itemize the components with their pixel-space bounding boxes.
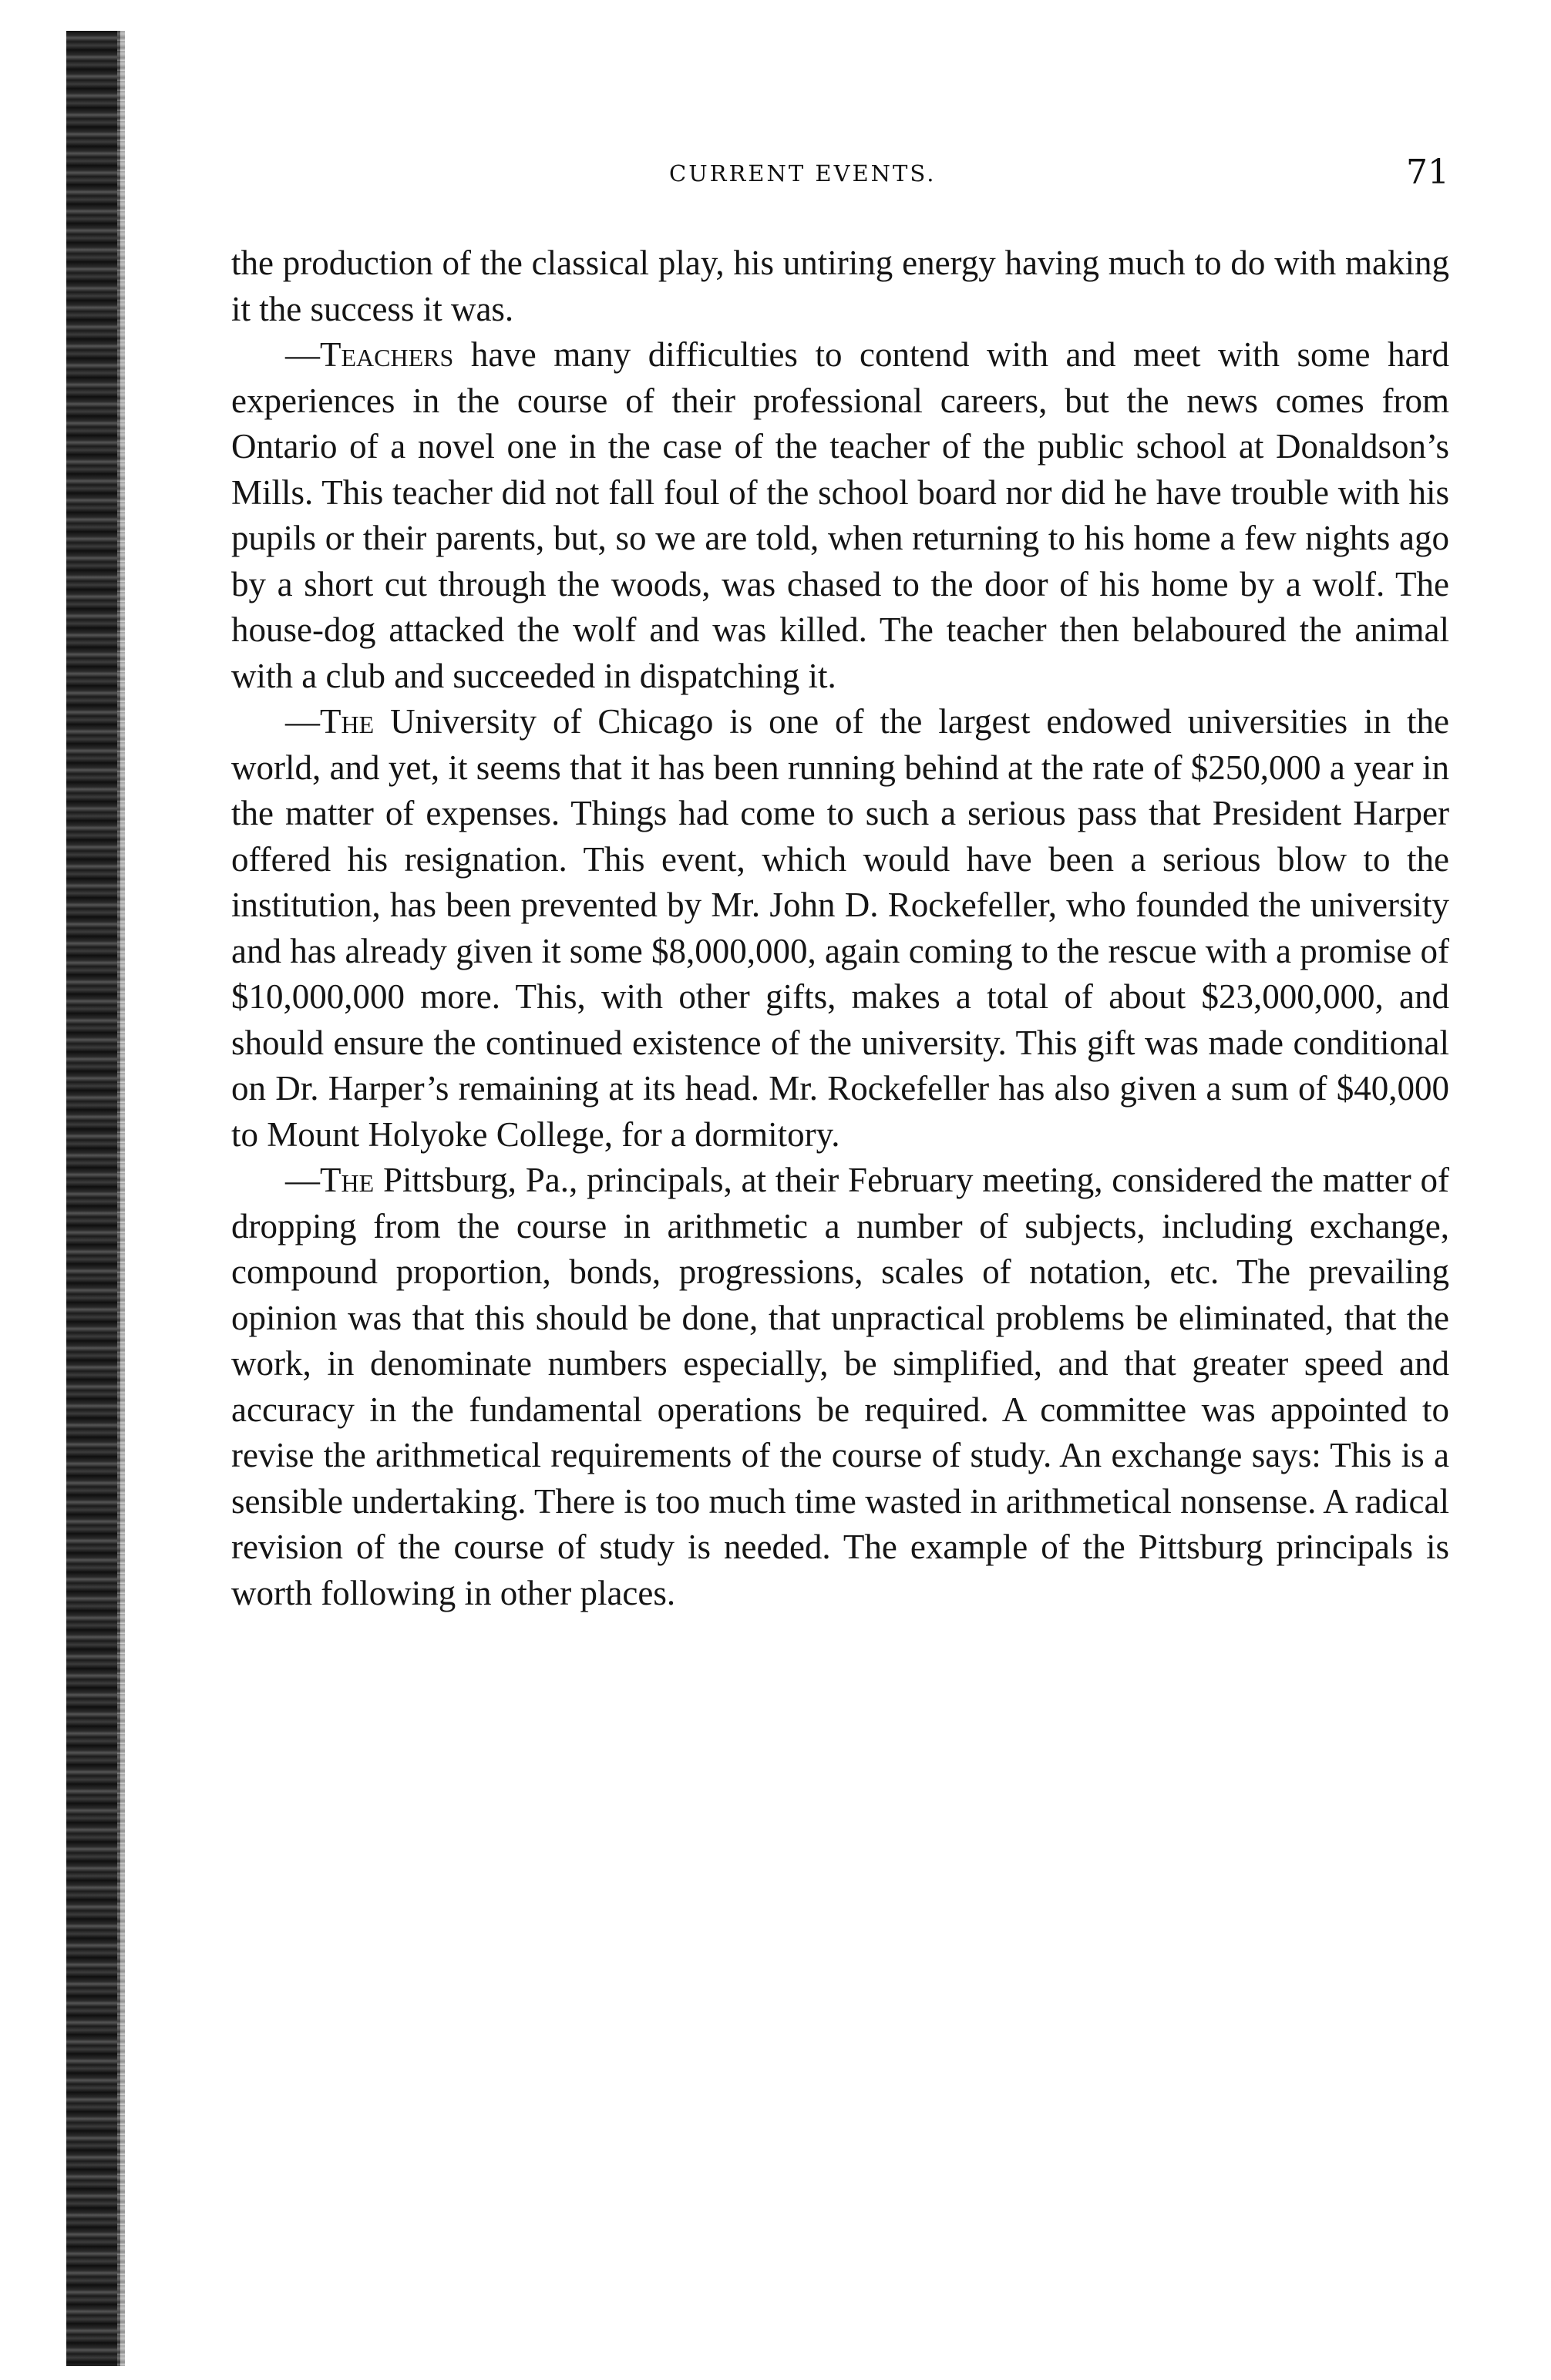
paragraph-lead: —The xyxy=(285,1161,375,1199)
paragraph-pittsburg xyxy=(231,1158,1449,1616)
paragraph-text: have many difficulties to contend with and meet with some hard experiences in the course of their professional careers, but the news comes from Ontario of a novel one in the case of the teacher of the public school at Donaldson’s Mills. This teacher did not fall foul of the school board nor did he have trouble with his pupils or their parents, but, so we are told, when returning to his home a few nights ago by a short cut through the woods, was chased to the door of his home by a wolf. The house-dog attacked the wolf and was killed. The teacher then belaboured the animal with a club and succeeded in dispatching it. xyxy=(231,335,1449,695)
paragraph-continued xyxy=(231,240,1449,332)
running-head: CURRENT EVENTS. xyxy=(669,160,937,187)
page-header xyxy=(231,153,1449,199)
paragraph-lead: —The xyxy=(285,702,375,741)
page-number: 71 xyxy=(1406,153,1449,192)
paragraph-text: the production of the classical play, his untiring energy having much to do with making it the success it was. xyxy=(231,244,1449,328)
article-body xyxy=(231,240,1449,1616)
paragraph-teachers xyxy=(231,332,1449,699)
paragraph-text: University of Chicago is one of the largest endowed universities in the world, and yet, it seems that it has been running behind at the rate of $250,000 a year in the matter of expenses. Things had come to such a serious pass that President Harper offered his resignation. This event, which would have been a serious blow to the institution, has been prevented by Mr. John D. Rockefeller, who founded the university and has already given it some $8,000,000, again coming to the rescue with a promise of $10,000,000 more. This, with other gifts, makes a total of about $23,000,000, and should ensure the continued existence of the university. This gift was made conditional on Dr. Harper’s remaining at its head. Mr. Rockefeller has also given a sum of $40,000 to Mount Holyoke College, for a dormitory. xyxy=(231,702,1449,1154)
scan-binding-edge xyxy=(66,31,120,2366)
paragraph-text: Pittsburg, Pa., principals, at their February meeting, considered the matter of dropping from the course in arithmetic a number of subjects, including exchange, compound proportion, bonds, progressions, scales of notation, etc. The prevailing opinion was that this should be done, that unpractical problems be eliminated, that the work, in denominate numbers especially, be simplified, and that greater speed and accuracy in the fundamental operations be required. A committee was appointed to revise the arithmetical requirements of the course of study. An exchange says: This is a sensible undertaking. There is too much time wasted in arithmetical nonsense. A radical revision of the course of study is needed. The example of the Pittsburg principals is worth following in other places. xyxy=(231,1161,1449,1612)
paragraph-chicago xyxy=(231,699,1449,1158)
paragraph-lead: —Teachers xyxy=(285,335,454,374)
